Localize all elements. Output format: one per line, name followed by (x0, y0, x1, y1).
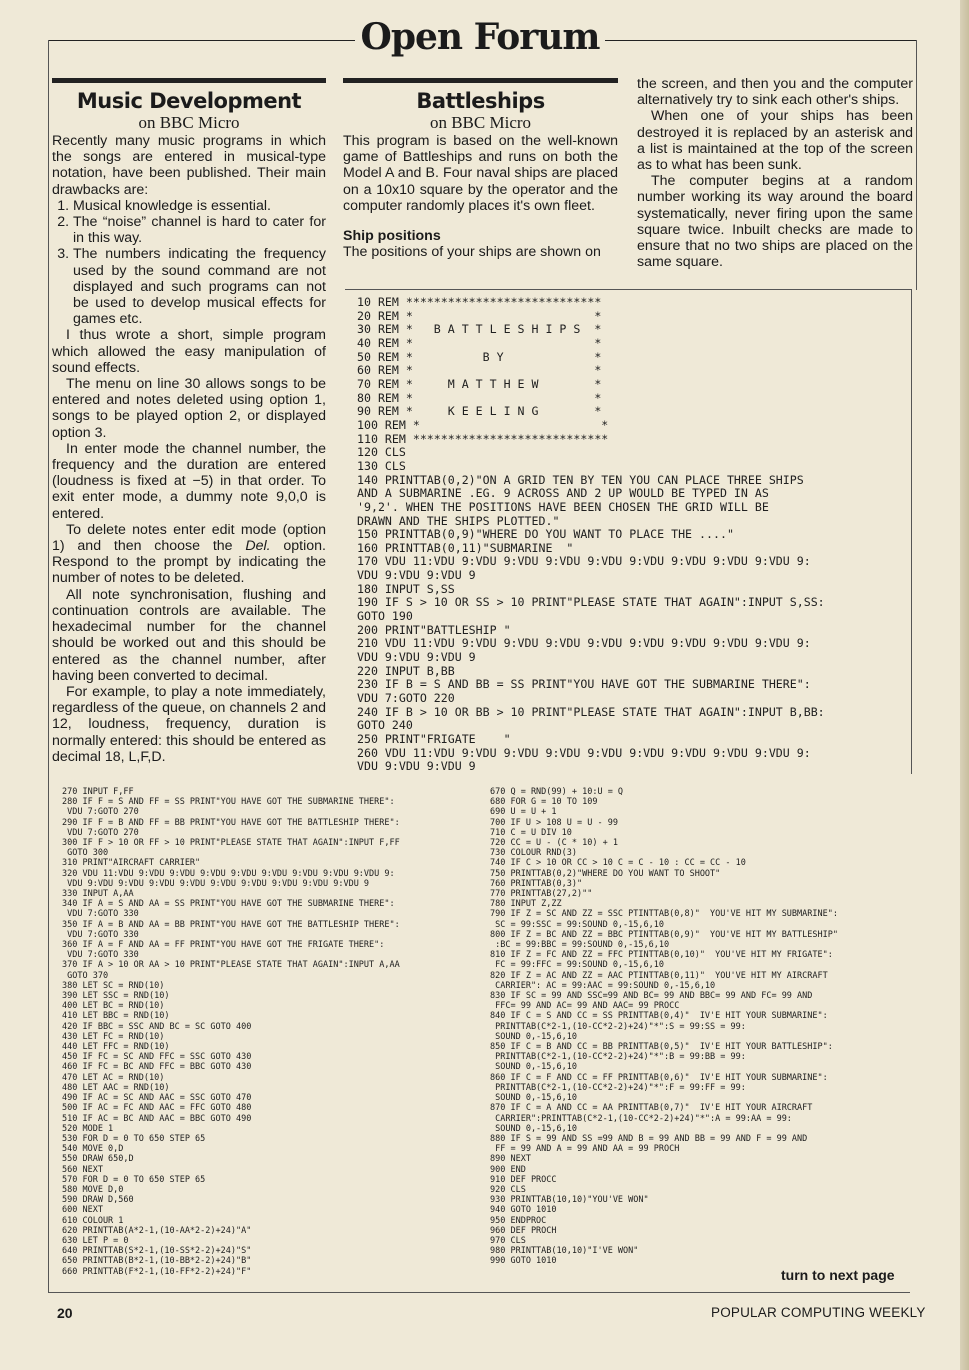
paragraph: This program is based on the well-known game of Battleships and runs on both the Model A and B. Four naval ships are placed on a 10x10 square by the operator and the computer randomly places it's own fleet. (343, 133, 618, 214)
list-item: 1. Musical knowledge is essential. (73, 198, 326, 214)
article-subtitle: on BBC Micro (138, 113, 240, 132)
article-subtitle: on BBC Micro (429, 113, 532, 132)
subheading: Ship positions (343, 228, 441, 245)
article-rule (343, 78, 618, 83)
emphasis: Del. (245, 538, 271, 555)
paragraph: The menu on line 30 allows songs to be entered and notes deleted using option 1, songs to be played option 2, or displayed option 3. (52, 376, 326, 441)
program-listing-top: 10 REM **************************** 20 REM * * 30 REM * B A T T L E S H I P S * 40 REM * * 50 REM * B Y * 60 REM * * 70 REM * M A T T H E W * 80 REM * * 90 REM * K E E L I N G * 100 REM * * 110 REM **************************** 120 CLS 130 CLS 140 PRINTTAB(0,2)"ON A GRID TEN BY TEN YOU CAN PLACE THREE SHIPS AND A SUBMARINE .EG. 9 ACROSS AND 2 UP WOULD BE TYPED IN AS '9,2'. WHEN THE POSITIONS HAVE BEEN CHOSEN THE GRID WILL BE DRAWN AND THE SHIPS PLOTTED." 150 PRINTTAB(0,9)"WHERE DO YOU WANT TO PLACE THE ...." 160 PRINTTAB(0,11)"SUBMARINE " 170 VDU 11:VDU 9:VDU 9:VDU 9:VDU 9:VDU 9:VDU 9:VDU 9:VDU 9:VDU 9: VDU 9:VDU 9:VDU 9 180 INPUT S,SS 190 IF S > 10 OR SS > 10 PRINT"PLEASE STATE THAT AGAIN":INPUT S,SS: GOTO 190 200 PRINT"BATTLESHIP " 210 VDU 11:VDU 9:VDU 9:VDU 9:VDU 9:VDU 9:VDU 9:VDU 9:VDU 9:VDU 9: VDU 9:VDU 9:VDU 9 220 INPUT B,BB 230 IF B = S AND BB = SS PRINT"YOU HAVE GOT THE SUBMARINE THERE": VDU 7:GOTO 220 240 IF B > 10 OR BB > 10 PRINT"PLEASE STATE THAT AGAIN":INPUT B,BB: GOTO 240 250 PRINT"FRIGATE " 260 VDU 11:VDU 9:VDU 9:VDU 9:VDU 9:VDU 9:VDU 9:VDU 9:VDU 9:VDU 9: VDU 9:VDU 9:VDU 9 (357, 295, 825, 774)
article-rule (52, 78, 326, 83)
paragraph: For example, to play a note immediately, regardless of the queue, on channels 2 and 12, loudness, frequency, duration is normally entered: this should be entered as decimal 18, L,F,D. (52, 683, 326, 765)
magazine-name: POPULAR COMPUTING WEEKLY (711, 1305, 926, 1320)
battleships-continued (637, 76, 913, 270)
program-listing-right: 670 Q = RND(99) + 10:U = Q 680 FOR G = 10 TO 109 690 U = U + 1 700 IF U > 108 U = U - 99 710 C = U DIV 10 720 CC = U - (C * 10) + 1 730 COLOUR RND(3) 740 IF C > 10 OR CC > 10 C = C - 10 : CC = CC - 10 750 PRINTTAB(0,2)"WHERE DO YOU WANT TO SHOOT" 760 PRINTTAB(0,3)" 770 PRINTTAB(27,2)"" 780 INPUT Z,ZZ 790 IF Z = SC AND ZZ = SSC PTINTTAB(0,8)" YOU'VE HIT MY SUBMARINE": SC = 99:SSC = 99:SOUND 0,-15,6,10 800 IF Z = BC AND ZZ = BBC PTINTTAB(0,9)" YOU'VE HIT MY BATTLESHIP" :BC = 99:BBC = 99:SOUND 0,-15,6,10 810 IF Z = FC AND ZZ = FFC PTINTTAB(0,10)" YOU'VE HIT MY FRIGATE": FC = 99:FFC = 99:SOUND 0,-15,6,10 820 IF Z = AC AND ZZ = AAC PTINTTAB(0,11)" YOU'VE HIT MY AIRCRAFT CARRIER": AC = 99:AAC = 99:SOUND 0,-15,6,10 830 IF SC = 99 AND SSC=99 AND BC= 99 AND BBC= 99 AND FC= 99 AND FFC= 99 AND AC= 99 AND AAC= 99 PROCC 840 IF C = S AND CC = SS PRINTTAB(0,4)" IV'E HIT YOUR SUBMARINE": PRINTTAB(C*2-1,(10-CC*2-2)+24)"*":S = 99:SS = 99: SOUND 0,-15,6,10 850 IF C = B AND CC = BB PRINTTAB(0,5)" IV'E HIT YOUR BATTLESHIP": PRINTTAB(C*2-1,(10-CC*2-2)+24)"*":B = 99:BB = 99: SOUND 0,-15,6,10 860 IF C = F AND CC = FF PRINTTAB(0,6)" IV'E HIT YOUR SUBMARINE": PRINTTAB(C*2-1,(10-CC*2-2)+24)"*":F = 99:FF = 99: SOUND 0,-15,6,10 870 IF C = A AND CC = AA PRINTTAB(0,7)" IV'E HIT YOUR AIRCRAFT CARRIER":PRINTTAB(C*2-1,(10-CC*2-2)+24)"*":A = 99:AA = 99: SOUND 0,-15,6,10 880 IF S = 99 AND SS =99 AND B = 99 AND BB = 99 AND F = 99 AND FF = 99 AND A = 99 AND AA = 99 PROCH 890 NEXT 900 END 910 DEF PROCC 920 CLS 930 PRINTTAB(10,10)"YOU'VE WON" 940 GOTO 1010 950 ENDPROC 960 DEF PROCH 970 CLS 980 PRINTTAB(10,10)"I'VE WON" 990 GOTO 1010 (490, 787, 838, 1267)
paragraph: I thus wrote a short, simple program which allowed the easy manipulation of sound effects. (52, 327, 326, 376)
paragraph: The computer begins at a random number working its way around the board systematically, never firing upon the same square twice. Inbuilt checks are made to ensure that no two ships are placed on the same square. (637, 173, 913, 271)
drawbacks-list (52, 198, 326, 328)
page-number: 20 (57, 1305, 73, 1321)
paragraph: the screen, and then you and the computer alternatively try to sink each other's ships. (637, 76, 913, 109)
paragraph: In enter mode the channel number, the frequency and the duration are entered (loudness is fixed at −5) in that order. To exit enter mode, a dummy note 9,0,0 is entered. (52, 440, 326, 522)
paragraph: The positions of your ships are shown on (343, 244, 601, 261)
article-title: Battleships (416, 89, 545, 113)
paragraph: Recently many music programs in which the songs are entered in musical-type notation, have been published. Their main drawbacks are: (52, 133, 326, 198)
battleships-article (343, 78, 618, 260)
text-run: To delete notes enter edit mode (option 1) and then choose the (52, 521, 326, 555)
paragraph: When one of your ships has been destroyed it is replaced by an asterisk and a list is maintained at the top of the screen as to what has been sunk. (637, 108, 913, 174)
frame-right-rule (916, 40, 917, 290)
paragraph: All note synchronisation, flushing and continuation controls are available. The hexadecimal number for the channel should be worked out and this should be entered as the channel number, after having been converted to decimal. (52, 586, 326, 684)
footer-rule (48, 1292, 910, 1293)
frame-left-rule (48, 40, 49, 1292)
music-article (52, 78, 326, 765)
program-listing-left: 270 INPUT F,FF 280 IF F = S AND FF = SS PRINT"YOU HAVE GOT THE SUBMARINE THERE": VDU 7:GOTO 270 290 IF F = B AND FF = BB PRINT"YOU HAVE GOT THE BATTLESHIP THERE": VDU 7:GOTO 270 300 IF F > 10 OR FF > 10 PRINT"PLEASE STATE THAT AGAIN":INPUT F,FF GOTO 300 310 PRINT"AIRCRAFT CARRIER" 320 VDU 11:VDU 9:VDU 9:VDU 9:VDU 9:VDU 9:VDU 9:VDU 9:VDU 9:VDU 9: VDU 9:VDU 9:VDU 9:VDU 9:VDU 9:VDU 9:VDU 9:VDU 9:VDU 9:VDU 9 330 INPUT A,AA 340 IF A = S AND AA = SS PRINT"YOU HAVE GOT THE SUBMARINE THERE": VDU 7:GOTO 330 350 IF A = B AND AA = BB PRINT"YOU HAVE GOT THE BATTLESHIP THERE": VDU 7:GOTO 330 360 IF A = F AND AA = FF PRINT"YOU HAVE GOT THE FRIGATE THERE": VDU 7:GOTO 330 370 IF A > 10 OR AA > 10 PRINT"PLEASE STATE THAT AGAIN":INPUT A,AA GOTO 370 380 LET SC = RND(10) 390 LET SSC = RND(10) 400 LET BC = RND(10) 410 LET BBC = RND(10) 420 IF BBC = SSC AND BC = SC GOTO 400 430 LET FC = RND(10) 440 LET FFC = RND(10) 450 IF FC = SC AND FFC = SSC GOTO 430 460 IF FC = BC AND FFC = BBC GOTO 430 470 LET AC = RND(10) 480 LET AAC = RND(10) 490 IF AC = SC AND AAC = SSC GOTO 470 500 IF AC = FC AND AAC = FFC GOTO 480 510 IF AC = BC AND AAC = BBC GOTO 490 520 MODE 1 530 FOR D = 0 TO 650 STEP 65 540 MOVE 0,D 550 DRAW 650,D 560 NEXT 570 FOR D = 0 TO 650 STEP 65 580 MOVE D,0 590 DRAW D,560 600 NEXT 610 COLOUR 1 620 PRINTTAB(A*2-1,(10-AA*2-2)+24)"A" 630 LET P = 0 640 PRINTTAB(S*2-1,(10-SS*2-2)+24)"S" 650 PRINTTAB(B*2-1,(10-BB*2-2)+24)"B" 660 PRINTTAB(F*2-1,(10-FF*2-2)+24)"F" (62, 787, 400, 1277)
text-run: option. Respond to the prompt by indicating the number of notes to be deleted. (52, 538, 326, 587)
page-edge (960, 0, 969, 1370)
section-title: Open Forum (0, 16, 960, 58)
continued-note: turn to next page (781, 1267, 895, 1283)
list-item: 2. The “noise” channel is hard to cater for in this way. (73, 214, 326, 246)
list-item: 3. The numbers indicating the frequency used by the sound command are not displayed and such programs can not be used to develop musical effects for games etc. (73, 246, 326, 327)
article-title: Music Development (76, 89, 302, 113)
paragraph (52, 522, 326, 587)
